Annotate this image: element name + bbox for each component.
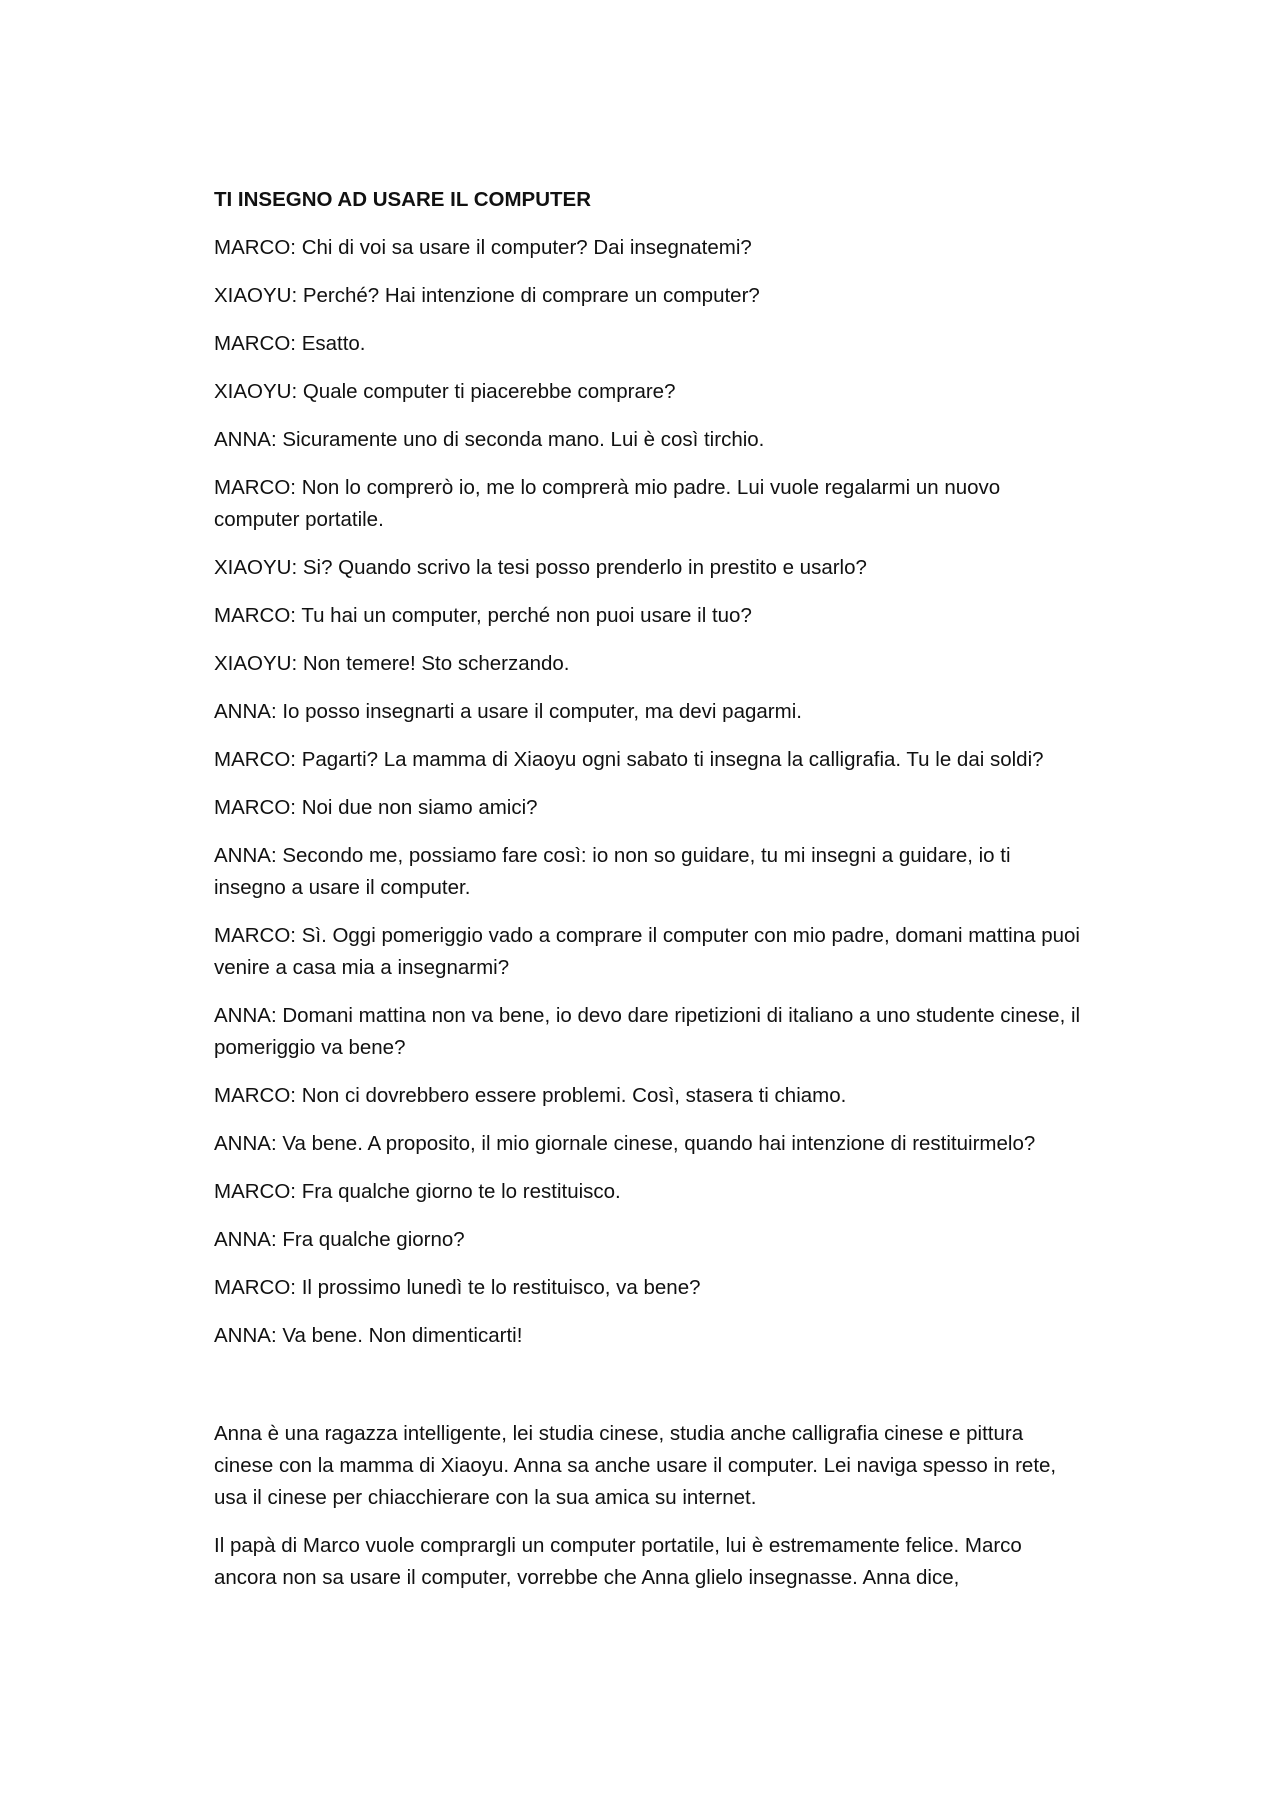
- dialogue-line: MARCO: Noi due non siamo amici?: [214, 796, 538, 819]
- dialogue-line: MARCO: Fra qualche giorno te lo restituisco.: [214, 1180, 621, 1203]
- dialogue-line: ANNA: Domani mattina non va bene, io devo dare ripetizioni di italiano a uno studente cinese, il pomeriggio va bene?: [214, 1004, 1081, 1059]
- narrative-paragraph: Anna è una ragazza intelligente, lei studia cinese, studia anche calligrafia cinese e pittura cinese con la mamma di Xiaoyu. Anna sa anche usare il computer. Lei naviga spesso in rete, usa il cinese per chiacchierare con la sua amica su internet.: [214, 1422, 1057, 1509]
- document-page: [214, 184, 1084, 1610]
- dialogue-line: ANNA: Secondo me, possiamo fare così: io non so guidare, tu mi insegni a guidare, io ti insegno a usare il computer.: [214, 844, 1011, 899]
- dialogue-line: MARCO: Chi di voi sa usare il computer? Dai insegnatemi?: [214, 236, 752, 259]
- dialogue-line: XIAOYU: Perché? Hai intenzione di comprare un computer?: [214, 284, 760, 307]
- dialogue-line: MARCO: Tu hai un computer, perché non puoi usare il tuo?: [214, 604, 752, 627]
- dialogue-line: XIAOYU: Si? Quando scrivo la tesi posso prenderlo in prestito e usarlo?: [214, 556, 867, 579]
- dialogue-line: MARCO: Non lo comprerò io, me lo comprerà mio padre. Lui vuole regalarmi un nuovo computer portatile.: [214, 476, 1001, 531]
- dialogue-line: XIAOYU: Non temere! Sto scherzando.: [214, 652, 570, 675]
- dialogue-line: MARCO: Il prossimo lunedì te lo restituisco, va bene?: [214, 1276, 701, 1299]
- section-spacer: [214, 1368, 1084, 1418]
- dialogue-line: ANNA: Fra qualche giorno?: [214, 1228, 465, 1251]
- dialogue-line: MARCO: Esatto.: [214, 332, 366, 355]
- dialogue-line: XIAOYU: Quale computer ti piacerebbe comprare?: [214, 380, 676, 403]
- narrative-paragraph: Il papà di Marco vuole comprargli un computer portatile, lui è estremamente felice. Marco ancora non sa usare il computer, vorrebbe che Anna glielo insegnasse. Anna dice,: [214, 1534, 1022, 1589]
- dialogue-line: ANNA: Sicuramente uno di seconda mano. Lui è così tirchio.: [214, 428, 765, 451]
- dialogue-line: ANNA: Va bene. Non dimenticarti!: [214, 1324, 523, 1347]
- dialogue-line: ANNA: Io posso insegnarti a usare il computer, ma devi pagarmi.: [214, 700, 802, 723]
- dialogue-line: MARCO: Pagarti? La mamma di Xiaoyu ogni sabato ti insegna la calligrafia. Tu le dai soldi?: [214, 748, 1044, 771]
- dialogue-section: [214, 232, 1084, 1352]
- document-title: TI INSEGNO AD USARE IL COMPUTER: [214, 188, 591, 211]
- narrative-section: [214, 1418, 1084, 1594]
- dialogue-line: ANNA: Va bene. A proposito, il mio giornale cinese, quando hai intenzione di restituirmelo?: [214, 1132, 1036, 1155]
- dialogue-line: MARCO: Sì. Oggi pomeriggio vado a comprare il computer con mio padre, domani mattina puoi venire a casa mia a insegnarmi?: [214, 924, 1080, 979]
- dialogue-line: MARCO: Non ci dovrebbero essere problemi. Così, stasera ti chiamo.: [214, 1084, 847, 1107]
